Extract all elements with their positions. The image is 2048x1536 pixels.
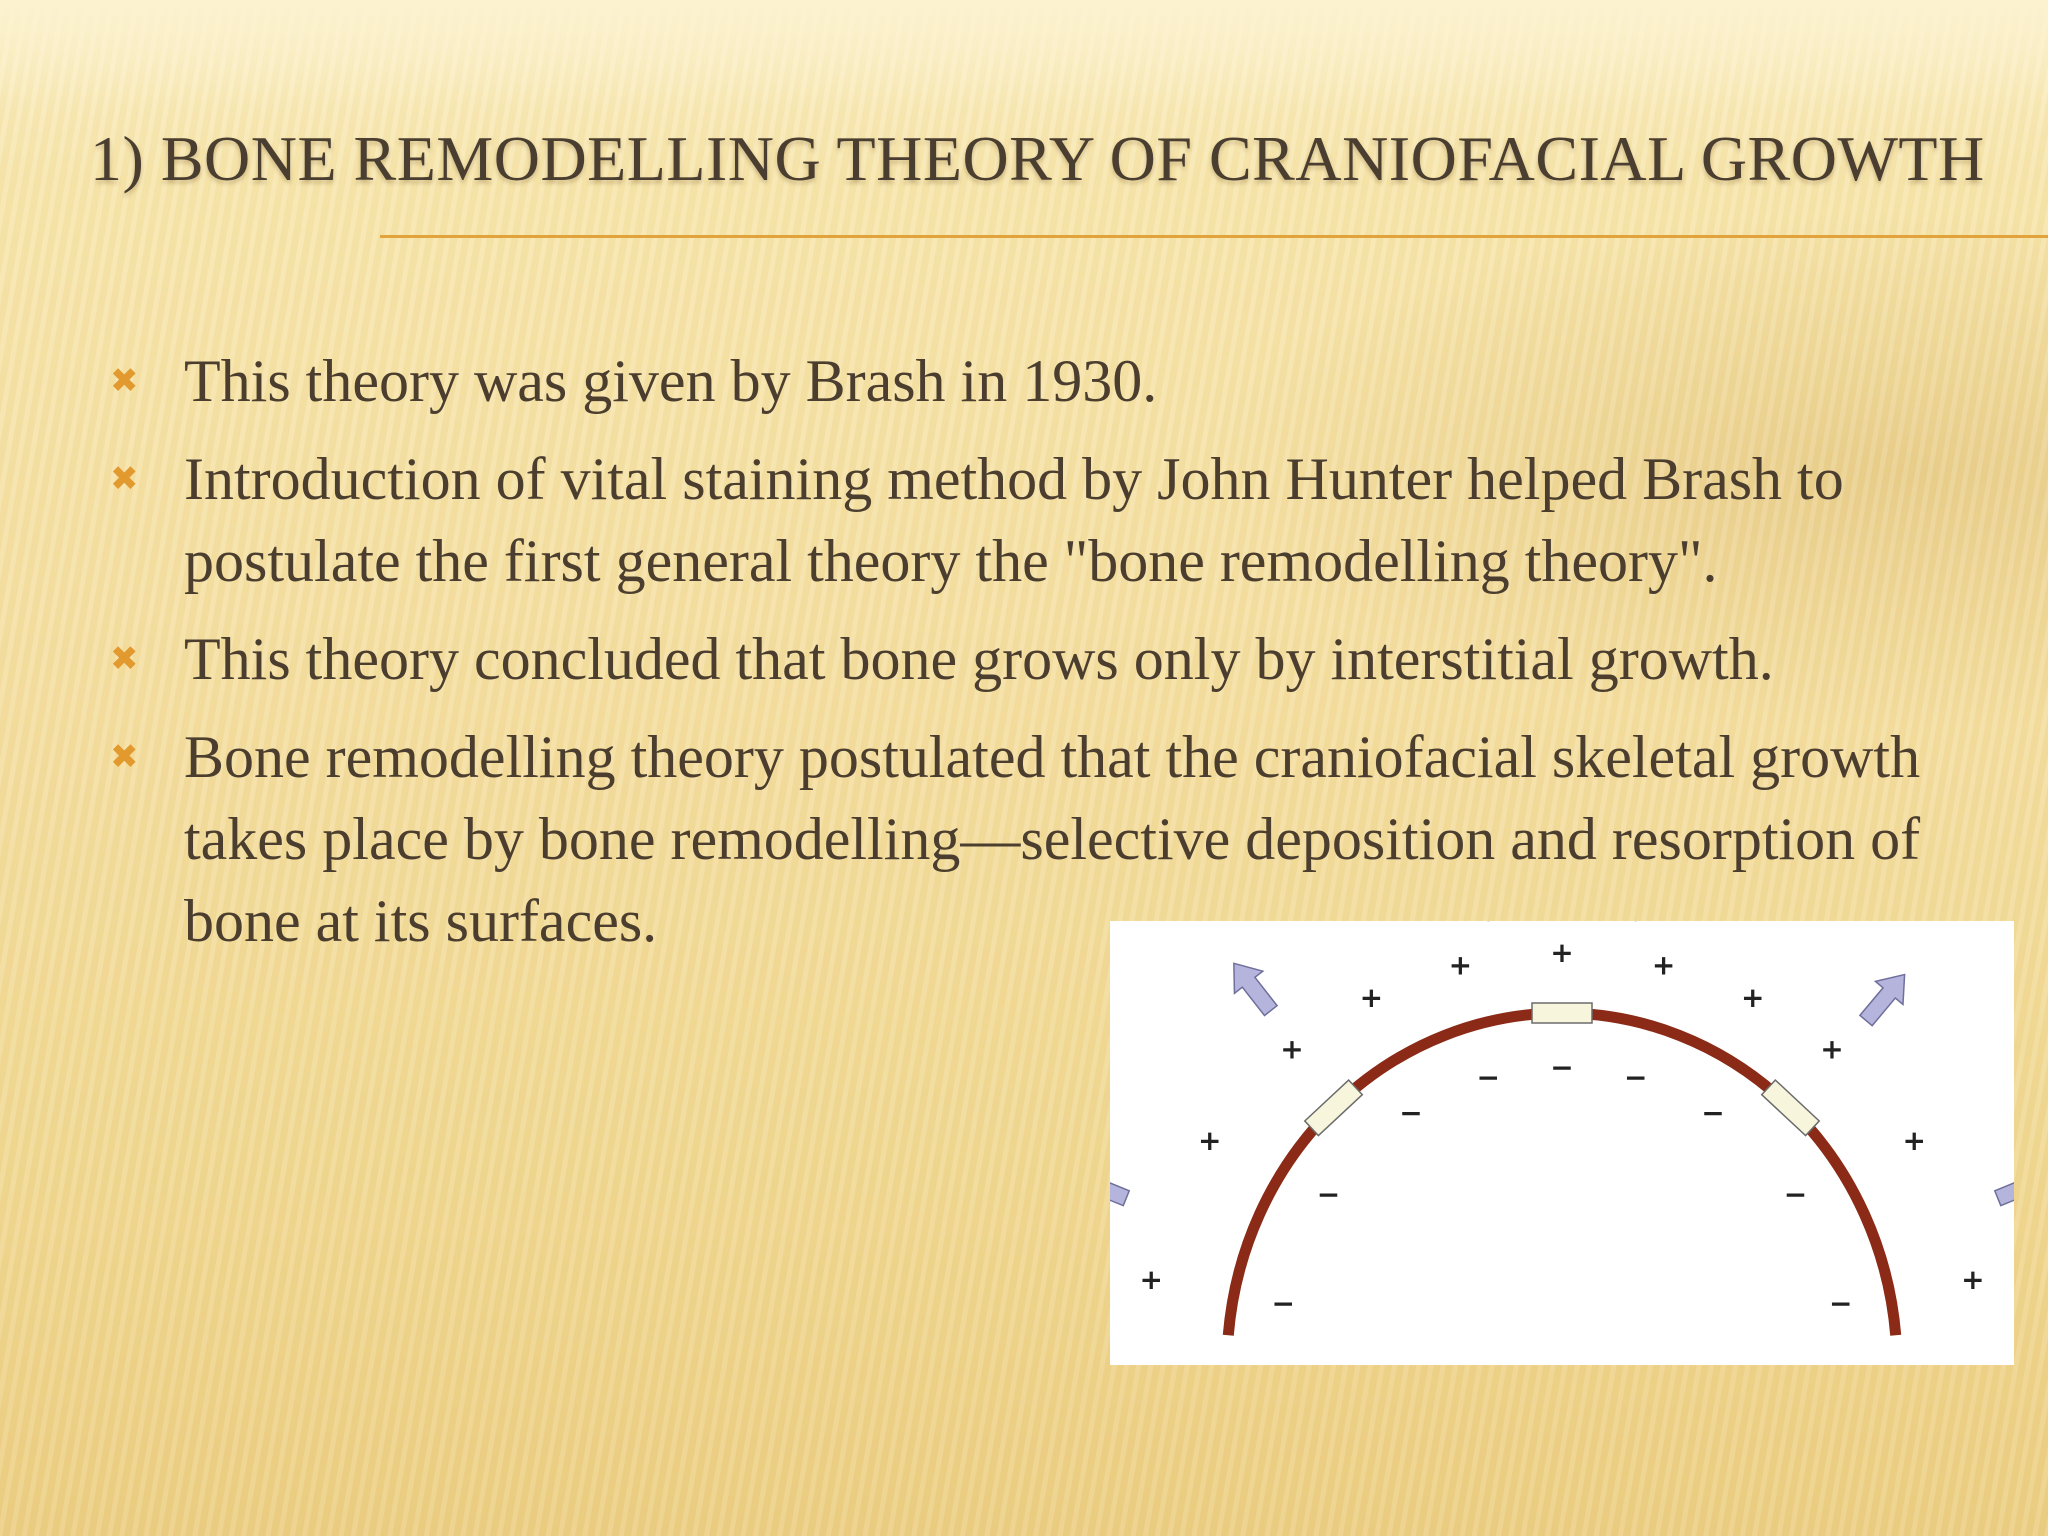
resorption-minus-sign: −	[1476, 1061, 1500, 1095]
growth-direction-arrow	[1610, 921, 1654, 922]
growth-direction-arrow	[1470, 921, 1514, 922]
resorption-minus-sign: −	[1316, 1178, 1341, 1212]
growth-direction-arrow	[1220, 952, 1285, 1021]
bullet-item	[110, 438, 2010, 602]
deposition-plus-sign: +	[1550, 936, 1574, 969]
x-mark-icon: ✖	[110, 737, 139, 777]
x-mark-icon: ✖	[110, 459, 139, 499]
resorption-minus-sign: −	[1624, 1061, 1648, 1095]
x-mark-icon: ✖	[110, 361, 139, 401]
arrow-shape	[1852, 963, 1918, 1032]
arrow-shape	[1110, 1159, 1133, 1215]
top-gradient-band	[0, 0, 2048, 110]
x-mark-icon: ✖	[110, 639, 139, 679]
deposition-plus-sign: +	[1902, 1124, 1926, 1158]
resorption-minus-sign: −	[1271, 1287, 1295, 1321]
bullet-text: This theory concluded that bone grows only by interstitial growth.	[184, 626, 1774, 692]
title-underline	[380, 235, 2048, 238]
deposition-plus-sign: +	[1198, 1124, 1222, 1158]
arrow-shape	[1470, 921, 1514, 922]
bullet-text: Introduction of vital staining method by John Hunter helped Brash to postulate the first general theory the "bone remodelling theory".	[184, 446, 1844, 594]
growth-site-block	[1762, 1080, 1820, 1136]
growth-direction-arrow	[1852, 963, 1918, 1032]
bullet-item	[110, 618, 2010, 700]
resorption-minus-sign: −	[1399, 1096, 1423, 1130]
bone-remodelling-diagram	[1110, 921, 2014, 1365]
resorption-minus-sign: −	[1701, 1096, 1725, 1130]
bullet-text: This theory was given by Brash in 1930.	[184, 348, 1158, 414]
arrow-shape	[1610, 921, 1654, 922]
deposition-plus-sign: +	[1139, 1263, 1163, 1297]
bullet-text: Bone remodelling theory postulated that the craniofacial skeletal growth takes place by bone remodelling—selective deposition and resorption of bone at its surfaces.	[184, 724, 1921, 954]
resorption-minus-sign: −	[1550, 1051, 1574, 1084]
bullet-item	[110, 340, 2010, 422]
arrow-shape	[1220, 952, 1285, 1021]
growth-direction-arrow	[1991, 1159, 2014, 1215]
deposition-plus-sign: +	[1448, 948, 1473, 982]
deposition-plus-sign: +	[1820, 1032, 1844, 1066]
resorption-minus-sign: −	[1783, 1178, 1808, 1212]
slide-title: 1) BONE REMODELLING THEORY OF CRANIOFACIAL GROWTH	[90, 123, 1985, 194]
growth-site-block	[1532, 1003, 1592, 1023]
deposition-plus-sign: +	[1359, 981, 1384, 1015]
deposition-plus-sign: +	[1651, 948, 1676, 982]
deposition-plus-sign: +	[1961, 1263, 1985, 1297]
arrow-shape	[1991, 1159, 2014, 1215]
growth-site-block	[1305, 1080, 1363, 1136]
deposition-plus-sign: +	[1280, 1032, 1304, 1066]
diagram-svg	[1110, 921, 2014, 1365]
growth-direction-arrow	[1110, 1159, 1133, 1215]
bullet-list	[110, 340, 2010, 978]
resorption-minus-sign: −	[1829, 1287, 1853, 1321]
deposition-plus-sign: +	[1740, 981, 1765, 1015]
